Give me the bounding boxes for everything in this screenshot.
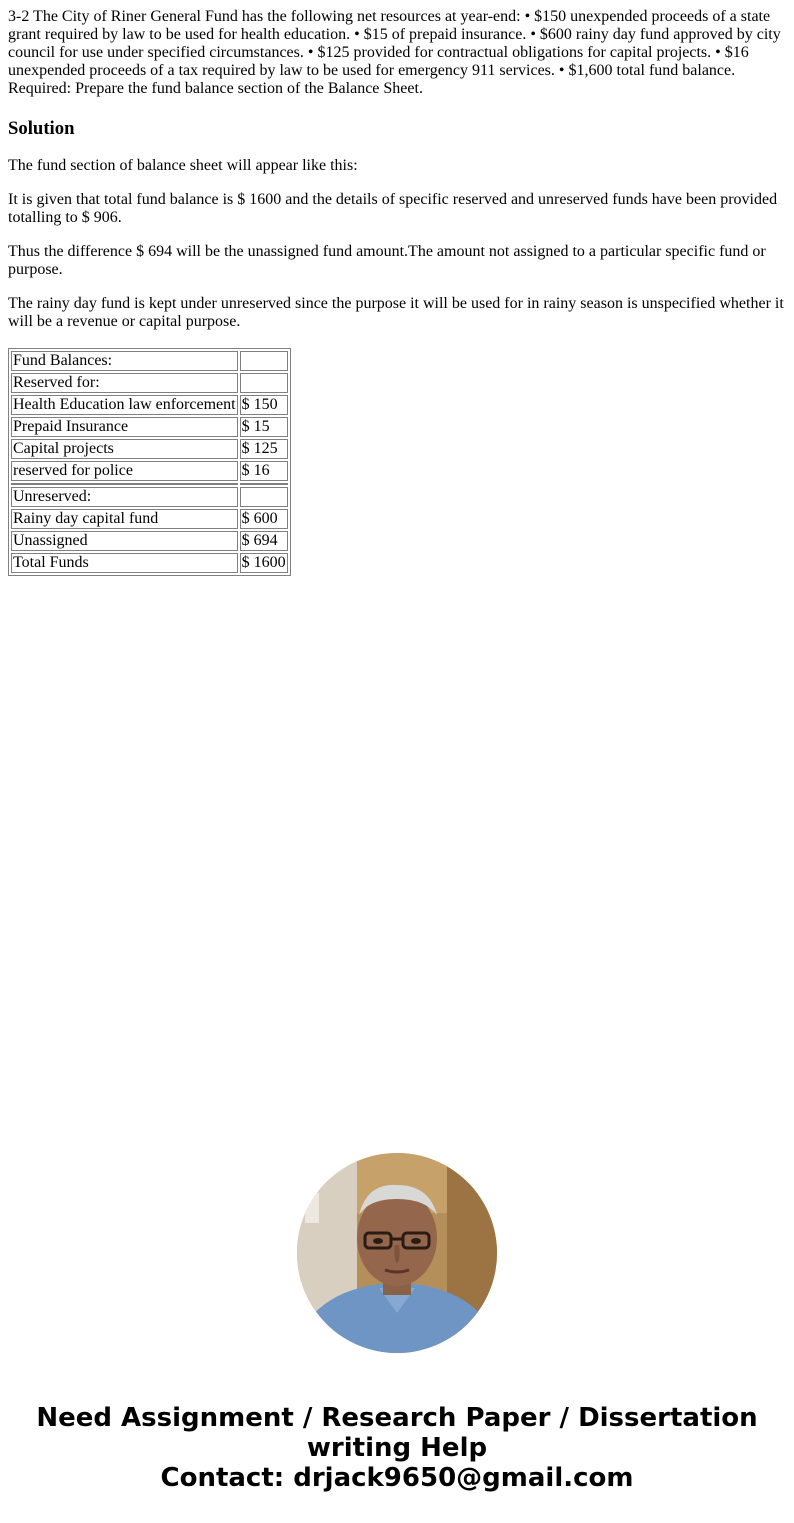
avatar [297,1153,497,1353]
row-amount: $ 150 [240,395,288,415]
table-row [11,531,288,551]
promo-section [0,1153,794,1493]
table-row [11,417,288,437]
promo-line-1: Need Assignment / Research Paper / Dissertation [36,1403,758,1433]
table-row [11,553,288,573]
document-body [0,0,794,576]
row-amount [240,483,288,485]
avatar-portrait [297,1153,497,1353]
paragraph-difference: Thus the difference $ 694 will be the unassigned fund amount.The amount not assigned to a particular specific fund or purpose. [8,243,766,278]
row-amount [240,487,288,507]
paragraph-total: It is given that total fund balance is $ 1600 and the details of specific reserved and unreserved funds have been provided totalling to $ 906. [8,191,778,226]
solution-heading: Solution [8,118,75,139]
promo-line-2: writing Help [306,1433,488,1463]
table-separator-row [11,483,288,485]
row-label: Unreserved: [11,487,238,507]
fund-balance-table [8,348,291,576]
row-amount: $ 15 [240,417,288,437]
table-row [11,373,288,393]
row-label: Fund Balances: [11,351,238,371]
row-label: reserved for police [11,461,238,481]
promo-contact: Contact: drjack9650@gmail.com [160,1463,634,1493]
row-amount: $ 694 [240,531,288,551]
row-label: Rainy day capital fund [11,509,238,529]
row-amount [240,373,288,393]
table-row [11,351,288,371]
row-label: Total Funds [11,553,238,573]
table-row [11,509,288,529]
promo-text [0,1403,794,1493]
table-row [11,461,288,481]
row-label: Reserved for: [11,373,238,393]
paragraph-rainy-day: The rainy day fund is kept under unreserved since the purpose it will be used for in rainy season is unspecified whether it will be a revenue or capital purpose. [8,295,784,330]
row-amount: $ 600 [240,509,288,529]
row-label: Health Education law enforcement [13,396,236,413]
row-label: Unassigned [11,531,238,551]
table-row [11,439,288,459]
row-amount: $ 125 [240,439,288,459]
row-label: Prepaid Insurance [11,417,238,437]
paragraph-intro: The fund section of balance sheet will appear like this: [8,157,358,174]
table-row [11,395,288,415]
row-label [11,483,238,485]
row-amount: $ 16 [240,461,288,481]
row-label: Capital projects [11,439,238,459]
row-amount: $ 1600 [241,554,286,571]
row-amount [240,351,288,371]
table-row [11,487,288,507]
question-text: 3-2 The City of Riner General Fund has the following net resources at year-end: • $150 unexpended proceeds of a state grant required by law to be used for health education. • $15 of prepaid insurance. • $600 rainy day fund approved by city council for use under specified circumstances. • $125 provided for contractual obligations for capital projects. • $16 unexpended proceeds of a tax required by law to be used for emergency 911 services. • $1,600 total fund balance. Required: Prepare the fund balance section of the Balance Sheet. [8,8,781,97]
